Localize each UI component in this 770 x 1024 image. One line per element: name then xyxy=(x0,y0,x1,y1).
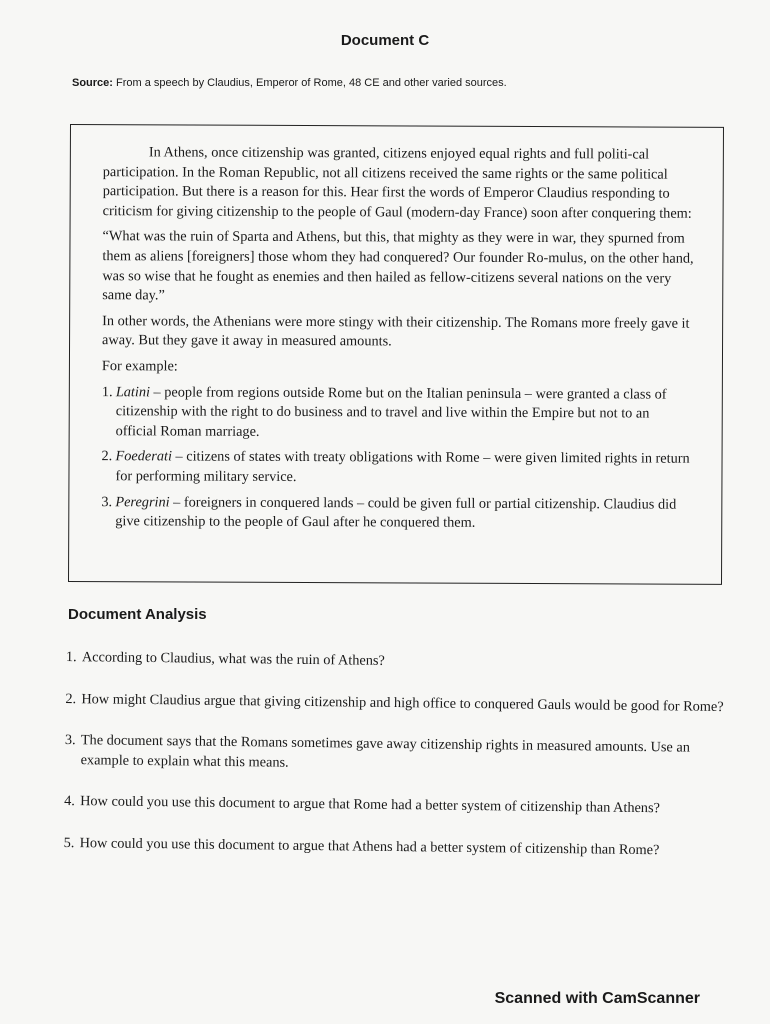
intro-paragraph: In Athens, once citizenship was granted, citizens enjoyed equal rights and full politi-cal participation. In the Roman Republic, not all citizens received the same rights or the same political participation. But there is a reason for this. Hear first the words of Emperor Claudius responding to criticism for giving citizenship to the people of Gaul (modern-day France) soon after conquering them: xyxy=(102,144,692,222)
list-item: 1. Latini – people from regions outside Rome but on the Italian peninsula – were granted a class of citizenship with the right to do business and to travel and live within the Empire but not to an official Roman marriage. xyxy=(101,383,667,440)
summary-paragraph: In other words, the Athenians were more stingy with their citizenship. The Romans more freely gave it away. But they gave it away in measured amounts. xyxy=(102,312,690,350)
question-item: 3. The document says that the Romans sometimes gave away citizenship rights in measured amounts. Use an example to explain what this means. xyxy=(64,732,691,771)
for-example-label: For example: xyxy=(101,358,178,375)
source-text: From a speech by Claudius, Emperor of Rome, 48 CE and other varied sources. xyxy=(116,77,507,89)
document-title: Document C xyxy=(340,32,430,49)
term: Latini xyxy=(115,383,151,400)
document-text xyxy=(101,143,695,540)
list-item: 2. Foederati – citizens of states with treaty obligations with Rome – were given limited rights in return for performing military service. xyxy=(101,448,690,485)
question-item: 1. According to Claudius, what was the ruin of Athens? xyxy=(65,648,385,669)
document-text-box xyxy=(68,124,724,585)
analysis-heading: Document Analysis xyxy=(68,606,207,623)
term: Foederati xyxy=(115,448,172,465)
question-item: 5. How could you use this document to argue that Athens had a better system of citizenship than Rome? xyxy=(63,834,660,859)
term: Peregrini xyxy=(115,493,170,510)
question-item: 2. How might Claudius argue that giving citizenship and high office to conquered Gauls would be good for Rome? xyxy=(65,690,724,715)
camscanner-watermark: Scanned with CamScanner xyxy=(494,990,700,1007)
claudius-quote: “What was the ruin of Sparta and Athens, but this, that mighty as they were in war, they spurned from them as aliens [foreigners] those whom they had conquered? Our founder Ro-mulus, on the other hand, was so wise that he fought as enemies and then hailed as fellow-citizens several nations on the very same day.” xyxy=(102,228,694,304)
source-label: Source: xyxy=(72,77,113,89)
analysis-questions xyxy=(63,648,736,884)
list-item: 3. Peregrini – foreigners in conquered lands – could be given full or partial citizenship. Claudius did give citizenship to the people of Gaul after he conquered them. xyxy=(101,493,677,531)
source-line xyxy=(72,77,507,89)
citizenship-classes-list xyxy=(101,383,694,535)
question-item: 4. How could you use this document to argue that Rome had a better system of citizenship than Athens? xyxy=(64,793,661,817)
